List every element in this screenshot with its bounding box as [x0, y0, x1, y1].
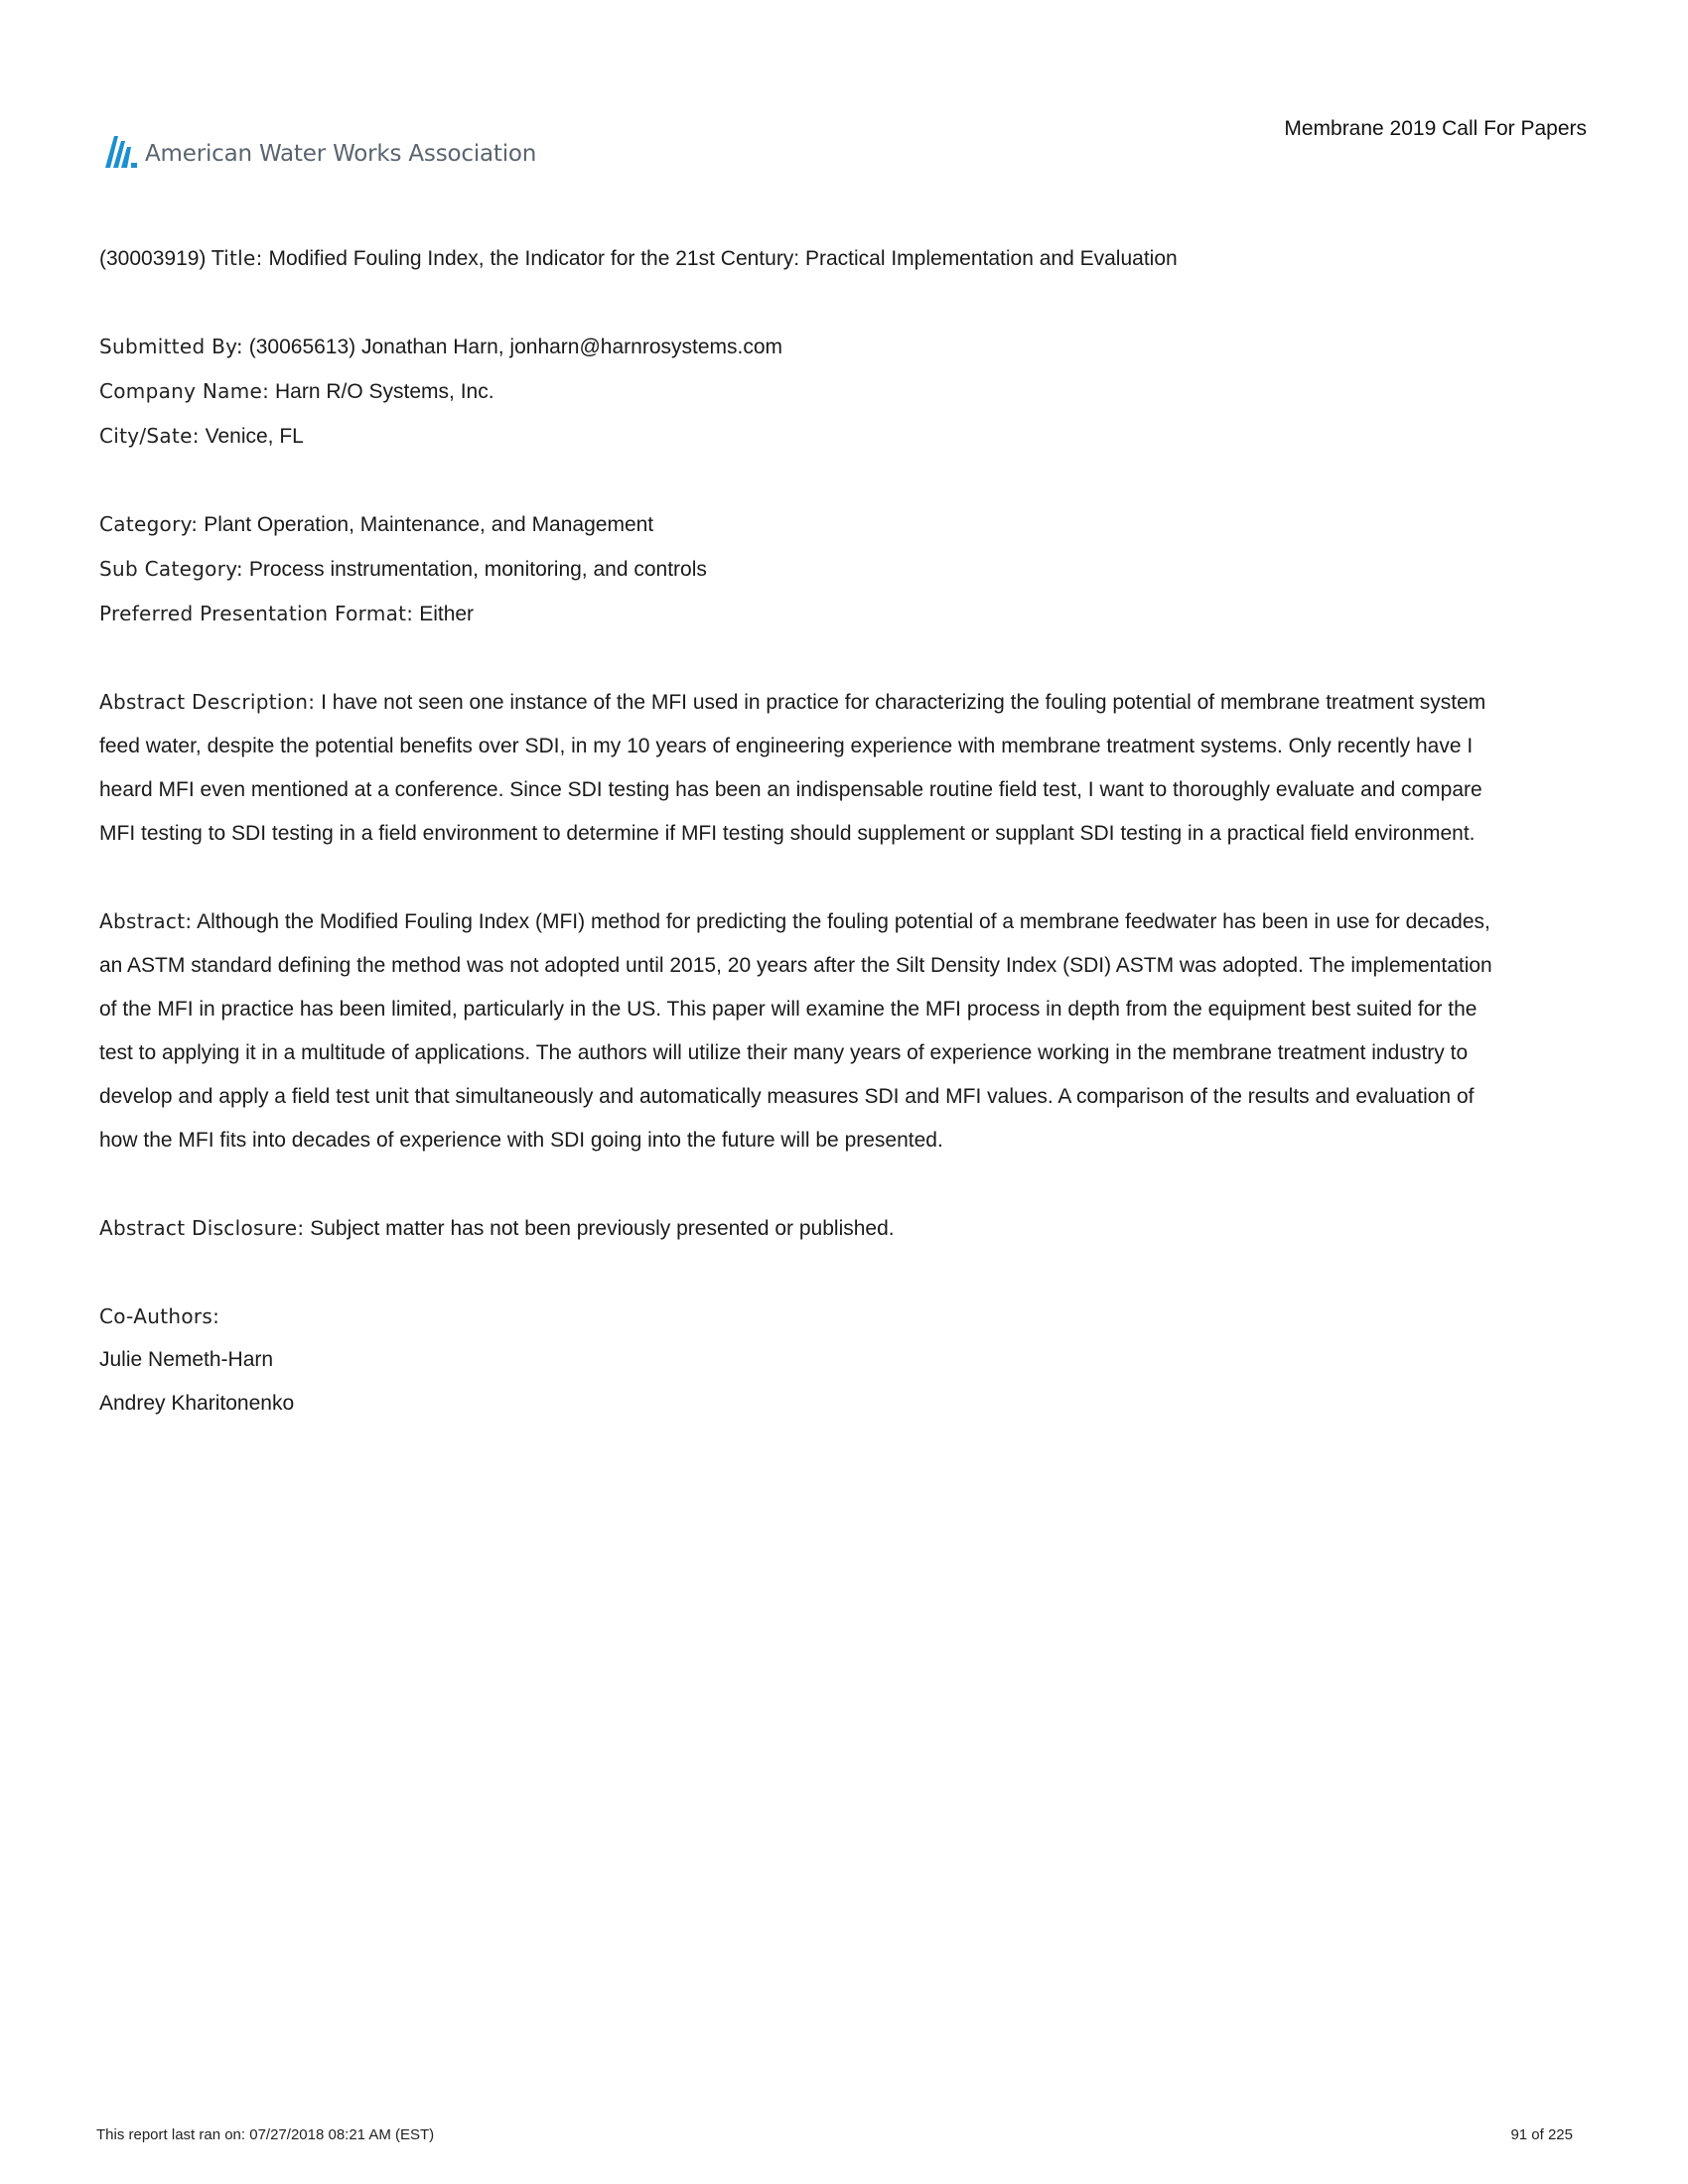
abstract-description-line-1 — [99, 680, 1589, 725]
coauthor-item: Julie Nemeth-Harn — [99, 1348, 274, 1371]
presentation-format-value: Either — [419, 603, 475, 625]
abstract-line-5: develop and apply a field test unit that simultaneously and automatically measures SDI and MFI values. A comparison of the results and evaluation of — [99, 1085, 1475, 1108]
abstract-label: Abstract: — [99, 909, 193, 933]
city-label: City/Sate: — [99, 424, 200, 448]
submission-id: (30003919) — [99, 247, 207, 270]
title-line — [99, 236, 1589, 281]
submitted-by-label: Submitted By: — [99, 335, 243, 358]
abstract-description-line-3: heard MFI even mentioned at a conference. Since SDI testing has been an indispensable routine field test, I want to thoroughly evaluate and compare — [99, 778, 1482, 801]
logo-text: American Water Works Association — [145, 141, 537, 167]
company-line — [99, 369, 1589, 414]
abstract-description-line-4: MFI testing to SDI testing in a field environment to determine if MFI testing should supplement or supplant SDI testing in a practical field environment. — [99, 822, 1476, 845]
submission-title: Modified Fouling Index, the Indicator for the 21st Century: Practical Implementation and Evaluation — [268, 247, 1178, 270]
abstract-line-2: an ASTM standard defining the method was not adopted until 2015, 20 years after the Silt Density Index (SDI) ASTM was adopted. The implementation — [99, 954, 1492, 977]
page-number: 91 of 225 — [1510, 2126, 1573, 2143]
title-label: Title: — [211, 246, 263, 270]
subcategory-line — [99, 547, 1589, 592]
category-label: Category: — [99, 512, 199, 536]
awwa-logo — [103, 129, 536, 169]
company-label: Company Name: — [99, 379, 270, 403]
awwa-logo-icon — [103, 135, 143, 169]
coauthors-label: Co-Authors: — [99, 1304, 220, 1328]
submitted-by-value: (30065613) Jonathan Harn, jonharn@harnrosystems.com — [248, 336, 783, 358]
submitted-by-line — [99, 325, 1589, 369]
report-run-timestamp: This report last ran on: 07/27/2018 08:21 AM (EST) — [96, 2126, 435, 2143]
subcategory-value: Process instrumentation, monitoring, and controls — [248, 558, 707, 581]
abstract-text: Although the Modified Fouling Index (MFI) method for predicting the fouling potential of a membrane feedwater has been in use for decades, — [197, 910, 1490, 933]
abstract-description-label: Abstract Description: — [99, 690, 316, 714]
abstract-description-text: I have not seen one instance of the MFI used in practice for characterizing the fouling potential of membrane treatment system — [321, 691, 1486, 714]
coauthor-item: Andrey Kharitonenko — [99, 1392, 295, 1415]
abstract-disclosure-label: Abstract Disclosure: — [99, 1216, 305, 1240]
presentation-format-label: Preferred Presentation Format: — [99, 602, 414, 625]
city-value: Venice, FL — [205, 425, 304, 448]
submission-content — [99, 236, 1589, 1426]
document-label: Membrane 2019 Call For Papers — [1284, 117, 1587, 140]
subcategory-label: Sub Category: — [99, 557, 243, 581]
presentation-format-line — [99, 592, 1589, 636]
city-line — [99, 414, 1589, 459]
abstract-line-1 — [99, 899, 1589, 944]
abstract-line-3: of the MFI in practice has been limited, particularly in the US. This paper will examine the MFI process in depth from the equipment best suited for the — [99, 998, 1477, 1021]
abstract-disclosure-line — [99, 1206, 1589, 1251]
abstract-description-line-2: feed water, despite the potential benefits over SDI, in my 10 years of engineering experience with membrane treatment systems. Only recently have I — [99, 735, 1474, 757]
category-value: Plant Operation, Maintenance, and Management — [204, 513, 654, 536]
abstract-line-4: test to applying it in a multitude of applications. The authors will utilize their many years of experience working in the membrane treatment industry to — [99, 1041, 1469, 1064]
abstract-disclosure-value: Subject matter has not been previously presented or published. — [310, 1217, 895, 1240]
company-value: Harn R/O Systems, Inc. — [275, 380, 494, 403]
category-line — [99, 502, 1589, 547]
abstract-line-6: how the MFI fits into decades of experience with SDI going into the future will be presented. — [99, 1129, 943, 1152]
